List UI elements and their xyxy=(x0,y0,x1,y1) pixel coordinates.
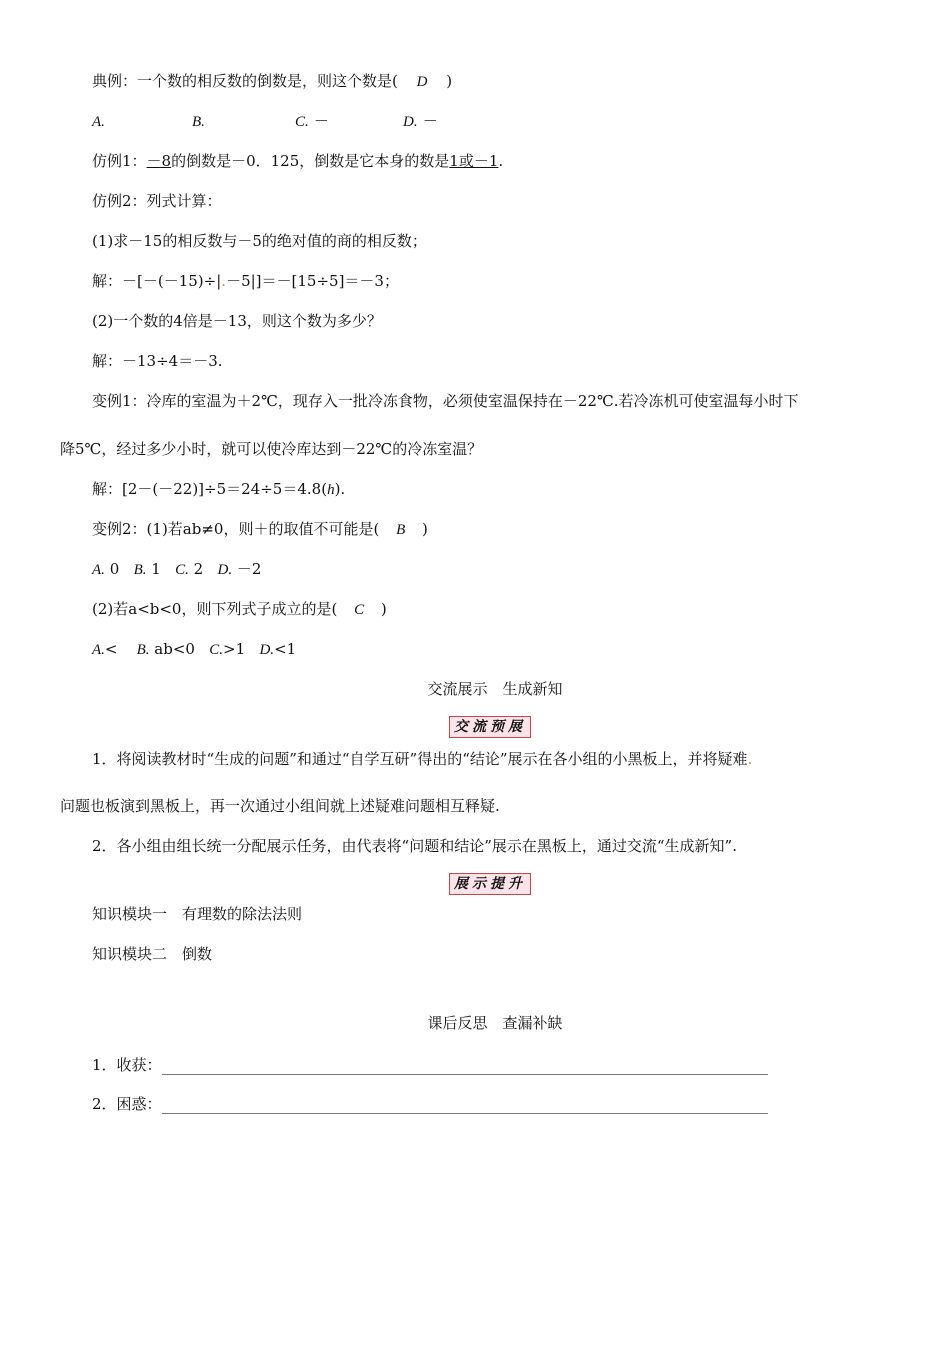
section1-p2: 2．各小组由组长统一分配展示任务，由代表将“问题和结论”展示在黑板上，通过交流“生成新知”. xyxy=(92,837,737,855)
opt2-b-letter: B. xyxy=(136,642,150,658)
imitation2-title: 仿例2：列式计算： xyxy=(92,192,222,210)
reflection-gains-label: 1．收获： xyxy=(92,1056,162,1074)
variant2-q1 xyxy=(92,519,428,540)
imitation1-mid: 的倒数是－0．125，倒数是它本身的数是 xyxy=(171,152,450,170)
opt1-a-letter: A. xyxy=(92,562,105,578)
opt2-c-letter: C. xyxy=(209,642,224,658)
imitation1-blank2: 1或－1 xyxy=(449,152,499,170)
example-option-c xyxy=(295,111,328,132)
imitation2-s1 xyxy=(92,271,399,291)
orange-dot-mark: . xyxy=(221,272,227,290)
variant2-close1: ) xyxy=(422,520,428,538)
variant1-solution-post: ). xyxy=(334,480,346,498)
opt2-d-value: <1 xyxy=(274,640,297,658)
imitation1-end: . xyxy=(498,152,504,170)
variant2-close2: ) xyxy=(380,600,387,618)
section1-p1a xyxy=(92,749,752,769)
section1-p1a-text: 1．将阅读教材时“生成的问题”和通过“自学互研”得出的“结论”展示在各小组的小黑板上，并将疑难 xyxy=(92,750,748,768)
imitation2-s2: 解：－13÷4＝－3. xyxy=(92,352,223,370)
section2-heading: 课后反思 查漏补缺 xyxy=(427,1014,563,1032)
module1: 知识模块一 有理数的除法法则 xyxy=(92,905,303,923)
section1-heading: 交流展示 生成新知 xyxy=(427,680,563,698)
opt1-a-value: 0 xyxy=(109,560,120,578)
variant2-q1-text: 变例2：(1)若ab≠0，则＋的取值不可能是( xyxy=(92,520,380,538)
confusion-input-line[interactable] xyxy=(162,1098,768,1114)
opt2-d-letter: D. xyxy=(259,642,275,658)
imitation2-q1: (1)求－15的相反数与－5的绝对值的商的相反数； xyxy=(92,232,427,250)
gains-input-line[interactable] xyxy=(162,1059,768,1075)
variant1-unit: h xyxy=(327,482,335,498)
variant1-solution-pre: 解：[2－(－22)]÷5＝24÷5＝4.8( xyxy=(92,480,328,498)
variant2-a2: C xyxy=(354,602,365,618)
variant2-a1: B xyxy=(396,522,406,538)
option-d-text: D. － xyxy=(403,114,437,130)
example-option-d xyxy=(403,111,436,132)
module2: 知识模块二 倒数 xyxy=(92,945,213,963)
option-c-text: C. － xyxy=(295,114,328,130)
opt1-d-letter: D. xyxy=(217,562,233,578)
variant1-text1: 变例1：冷库的室温为＋2℃，现存入一批冷冻食物，必须使室温保持在－22℃.若冷冻机可使室温每小时下 xyxy=(92,392,799,410)
imitation1-label: 仿例1： xyxy=(92,152,147,170)
variant2-q2 xyxy=(92,599,387,620)
example-close: ) xyxy=(446,72,453,90)
opt2-b-value: ab<0 xyxy=(154,640,195,658)
example-question-text: 典例：一个数的相反数的倒数是，则这个数是( xyxy=(92,72,398,90)
opt1-c-letter: C. xyxy=(175,562,189,578)
variant1-text2: 降5℃，经过多少小时，就可以使冷库达到－22℃的冷冻室温？ xyxy=(60,440,483,458)
reflection-gains xyxy=(92,1055,768,1075)
orange-dot-mark: . xyxy=(747,750,753,768)
opt2-a-value: < xyxy=(104,640,118,658)
imitation1 xyxy=(92,151,503,171)
option-b-text: B. xyxy=(192,114,205,130)
option-a-text: A. xyxy=(92,114,105,130)
imitation2-q2: (2)一个数的4倍是－13，则这个数为多少？ xyxy=(92,312,382,330)
opt2-c-value: >1 xyxy=(223,640,246,658)
imitation2-s1-pre: 解：－[－(－15)÷| xyxy=(92,272,222,290)
reflection-confusion-label: 2．困惑： xyxy=(92,1095,162,1113)
imitation2-s1-post: －5|]＝－[15÷5]＝－3； xyxy=(226,272,399,290)
reflection-confusion xyxy=(92,1094,768,1114)
imitation1-blank1: －8 xyxy=(146,152,172,170)
badge-exchange-preview: 交流预展 xyxy=(449,716,531,738)
section1-p1b: 问题也板演到黑板上，再一次通过小组间就上述疑难问题相互释疑. xyxy=(60,797,500,815)
opt1-b-value: 1 xyxy=(151,560,161,578)
opt1-b-letter: B. xyxy=(133,562,147,578)
example-option-b xyxy=(192,111,205,132)
variant2-opts2 xyxy=(92,639,296,660)
example-question xyxy=(92,71,452,92)
variant1-solution xyxy=(92,479,345,500)
variant2-q2-text: (2)若a<b<0，则下列式子成立的是( xyxy=(92,600,338,618)
opt2-a-letter: A. xyxy=(92,642,105,658)
variant2-opts1 xyxy=(92,559,261,580)
example-option-a xyxy=(92,111,105,132)
opt1-c-value: 2 xyxy=(193,560,204,578)
opt1-d-value: －2 xyxy=(236,560,262,578)
badge-show-improve: 展示提升 xyxy=(449,873,531,895)
example-answer: D xyxy=(416,74,428,90)
